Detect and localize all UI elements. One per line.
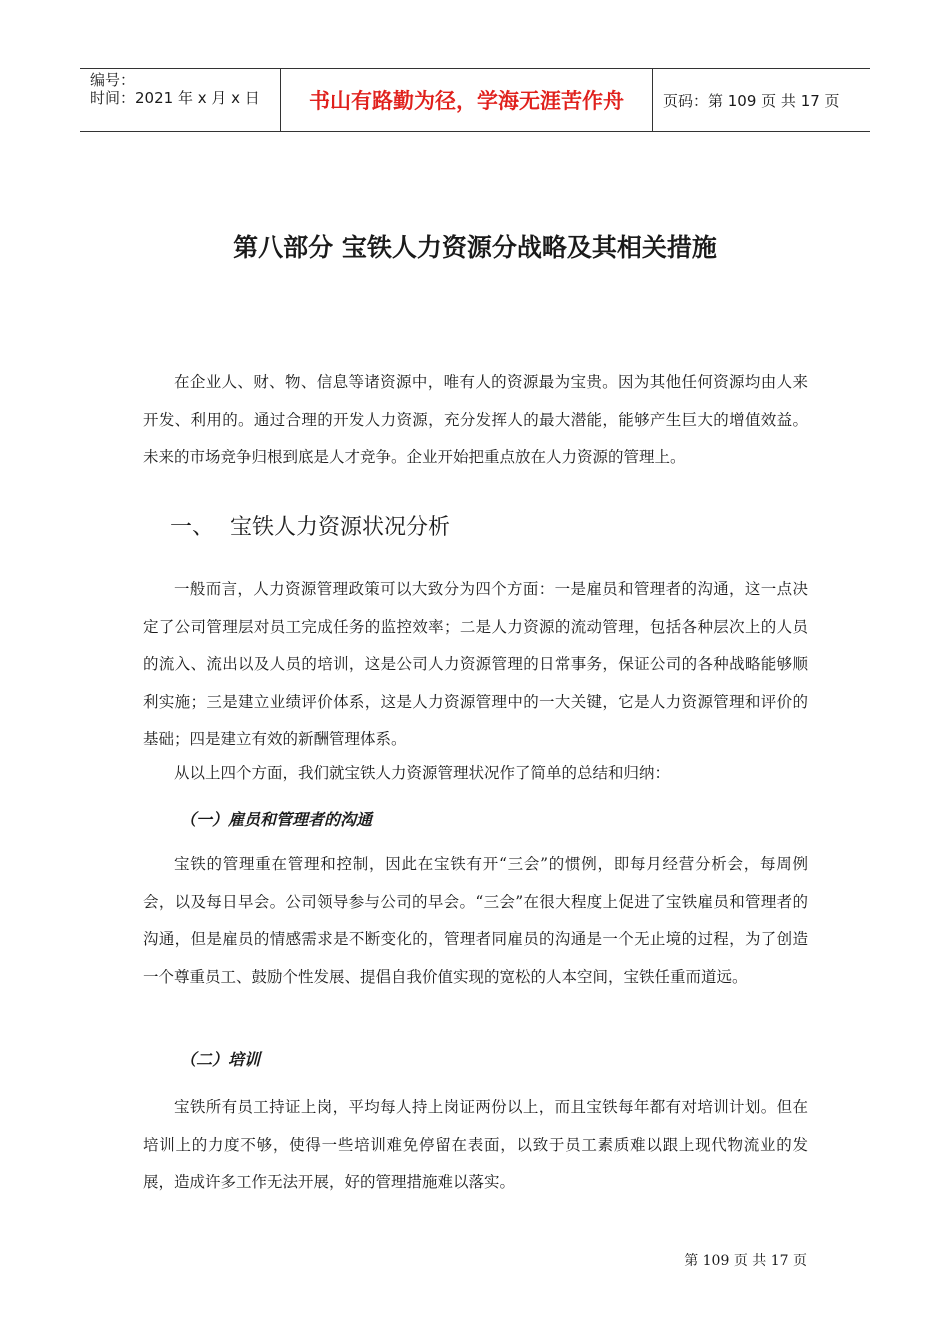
page-footer: 第 109 页 共 17 页 [684, 1253, 807, 1269]
section-paragraph-2: 从以上四个方面，我们就宝铁人力资源管理状况作了简单的总结和归纳： [174, 764, 671, 782]
subsection-heading-communication: （一）雇员和管理者的沟通 [180, 810, 373, 829]
header-motto: 书山有路勤为径，学海无涯苦作舟 [281, 69, 653, 131]
document-number-label: 编号： [90, 71, 136, 89]
intro-paragraph: 在企业人、财、物、信息等诸资源中，唯有人的资源最为宝贵。因为其他任何资源均由人来开发、利用的。通过合理的开发人力资源，充分发挥人的最大潜能，能够产生巨大的增值效益。未来的市场竞争归根到底是人才竞争。企业开始把重点放在人力资源的管理上。 [143, 373, 808, 466]
section-paragraph-1: 一般而言，人力资源管理政策可以大致分为四个方面：一是雇员和管理者的沟通，这一点决定了公司管理层对员工完成任务的监控效率；二是人力资源的流动管理，包括各种层次上的人员的流入、流出以及人员的培训，这是公司人力资源管理的日常事务，保证公司的各种战略能够顺利实施；三是建立业绩评价体系，这是人力资源管理中的一大关键，它是人力资源管理和评价的基础；四是建立有效的新酬管理体系。 [143, 580, 808, 748]
section-number: 一、 [170, 515, 215, 540]
section-title: 宝铁人力资源状况分析 [230, 515, 451, 540]
subsection-paragraph-training: 宝铁所有员工持证上岗，平均每人持上岗证两份以上，而且宝铁每年都有对培训计划。但在培训上的力度不够，使得一些培训难免停留在表面，以致于员工素质难以跟上现代物流业的发展，造成许多工作无法开展，好的管理措施难以落实。 [143, 1098, 808, 1191]
section-heading [170, 510, 450, 541]
subsection-paragraph-communication: 宝铁的管理重在管理和控制，因此在宝铁有开“三会”的惯例，即每月经营分析会，每周例会，以及每日早会。公司领导参与公司的早会。“三会”在很大程度上促进了宝铁雇员和管理者的沟通，但是雇员的情感需求是不断变化的，管理者同雇员的沟通是一个无止境的过程，为了创造一个尊重员工、鼓励个性发展、提倡自我价值实现的宽松的人本空间，宝铁任重而道远。 [143, 855, 808, 986]
subsection-heading-training: （二）培训 [180, 1050, 261, 1069]
document-date: 时间：2021 年 x 月 x 日 [90, 89, 260, 107]
header-page-info: 页码：第 109 页 共 17 页 [663, 91, 840, 110]
header-meta [80, 69, 281, 131]
document-title: 第八部分 宝铁人力资源分战略及其相关措施 [233, 233, 717, 262]
page-header [80, 68, 870, 132]
